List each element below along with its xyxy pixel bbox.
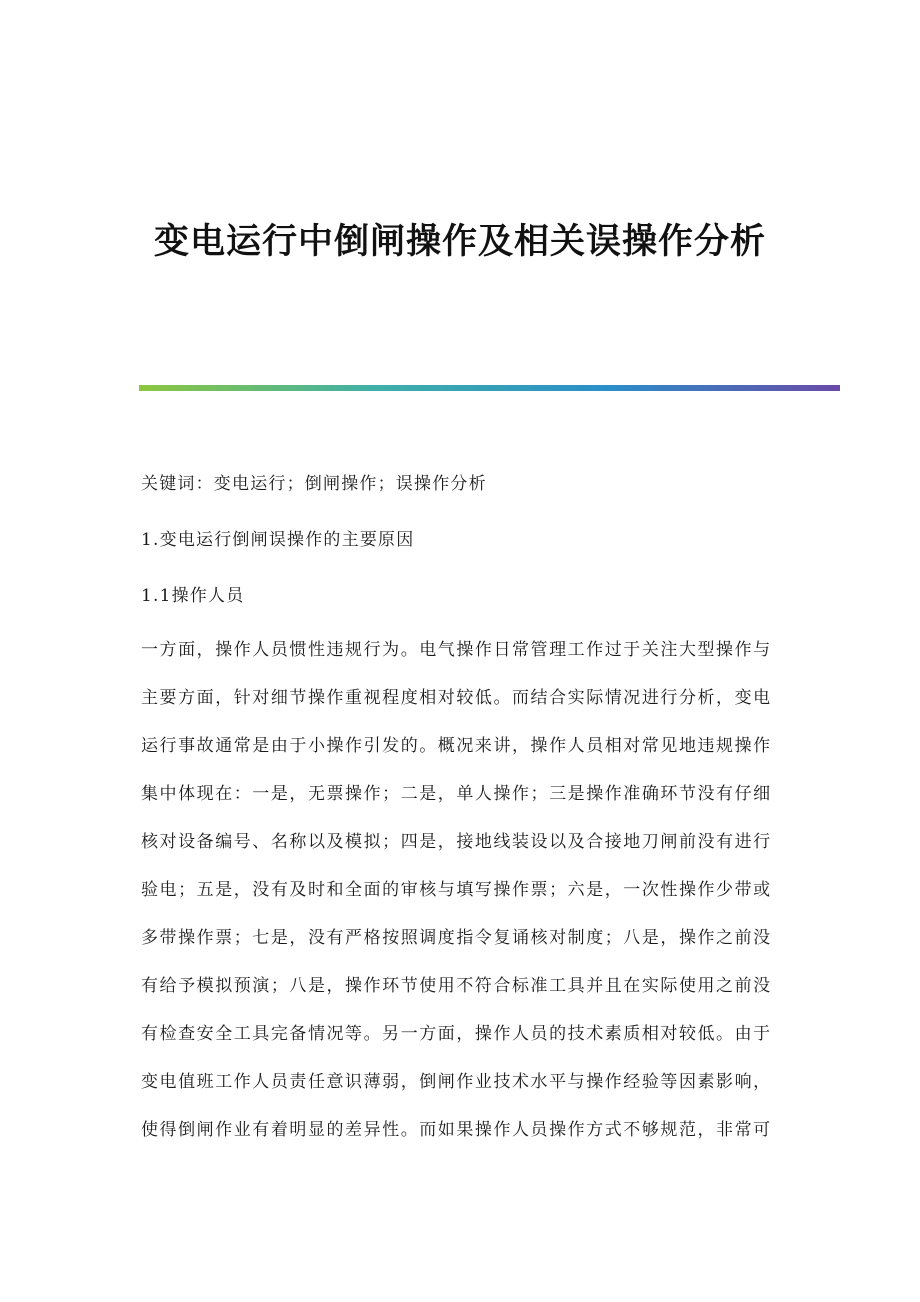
title-divider xyxy=(139,385,840,391)
paragraph-line: 使得倒闸作业有着明显的差异性。而如果操作人员操作方式不够规范，非常可 xyxy=(141,1120,772,1140)
paragraph-line: 验电；五是，没有及时和全面的审核与填写操作票；六是，一次性操作少带或 xyxy=(141,880,772,900)
paragraph-line: 变电值班工作人员责任意识薄弱，倒闸作业技术水平与操作经验等因素影响， xyxy=(141,1072,772,1092)
body-paragraph xyxy=(141,638,781,1166)
paragraph-line: 有检查安全工具完备情况等。另一方面，操作人员的技术素质相对较低。由于 xyxy=(141,1024,772,1044)
keywords-line: 关键词：变电运行；倒闸操作；误操作分析 xyxy=(141,474,487,494)
paragraph-line: 核对设备编号、名称以及模拟；四是，接地线装设以及合接地刀闸前没有进行 xyxy=(141,832,772,852)
paragraph-line: 运行事故通常是由于小操作引发的。概况来讲，操作人员相对常见地违规操作 xyxy=(141,736,772,756)
section-heading: 1.变电运行倒闸误操作的主要原因 xyxy=(141,530,415,550)
paragraph-line: 集中体现在：一是，无票操作；二是，单人操作；三是操作准确环节没有仔细 xyxy=(141,784,772,804)
paragraph-line: 有给予模拟预演；八是，操作环节使用不符合标准工具并且在实际使用之前没 xyxy=(141,976,772,996)
paragraph-line: 多带操作票；七是，没有严格按照调度指令复诵核对制度；八是，操作之前没 xyxy=(141,928,772,948)
paragraph-line: 一方面，操作人员惯性违规行为。电气操作日常管理工作过于关注大型操作与 xyxy=(141,640,772,660)
document-title: 变电运行中倒闸操作及相关误操作分析 xyxy=(153,222,766,262)
subsection-heading: 1.1操作人员 xyxy=(141,586,245,606)
paragraph-line: 主要方面，针对细节操作重视程度相对较低。而结合实际情况进行分析，变电 xyxy=(141,688,772,708)
